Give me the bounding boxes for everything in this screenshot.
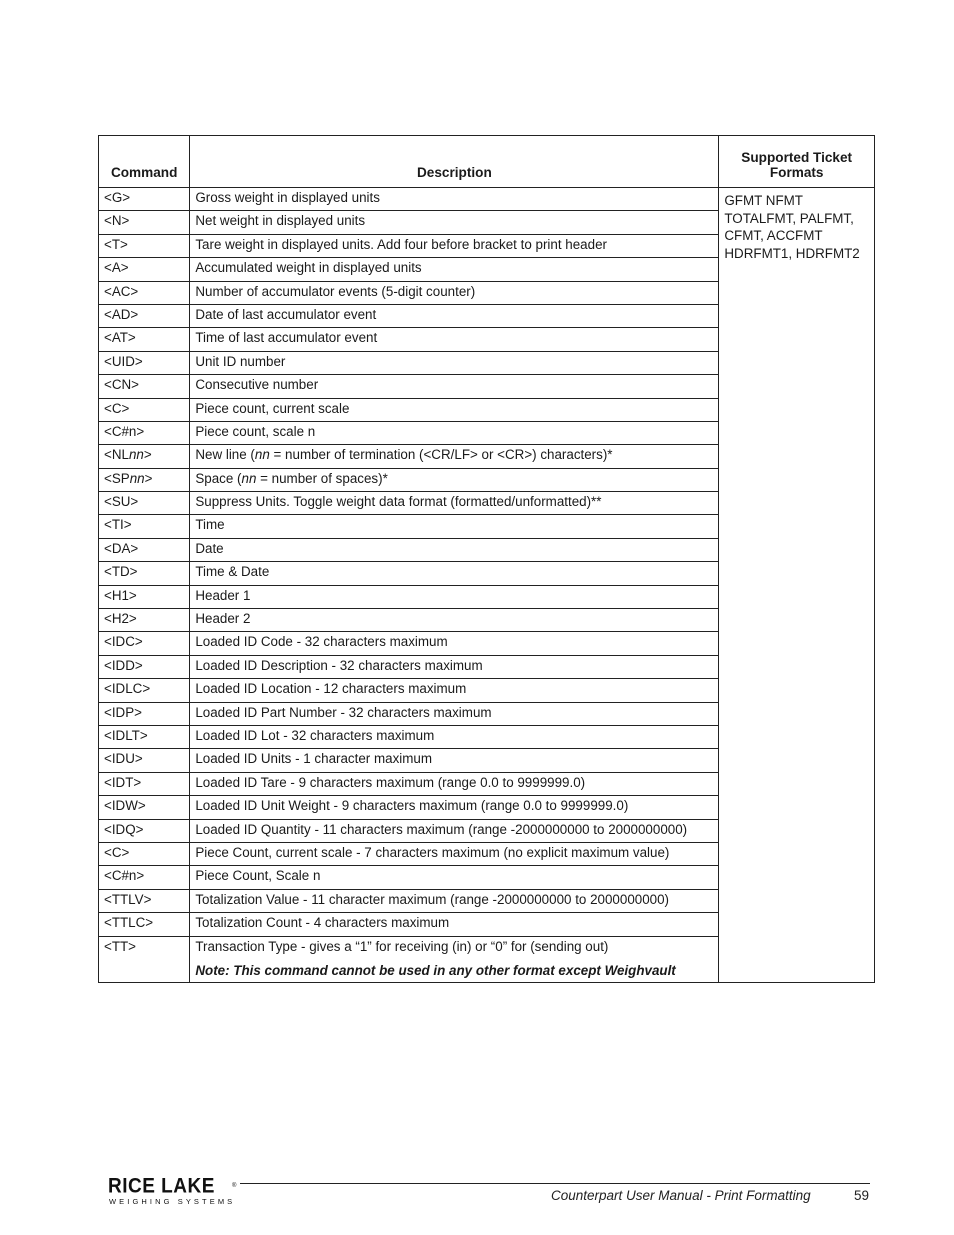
command-text: <AD> [104, 306, 139, 322]
description-text: Header 1 [195, 587, 251, 603]
command-italic: nn [129, 470, 145, 486]
command-cell [99, 772, 190, 795]
description-text: Piece Count, current scale - 7 characters maximum (no explicit maximum value) [195, 844, 670, 860]
description-text: Time of last accumulator event [195, 330, 378, 346]
command-italic: nn [128, 447, 144, 463]
command-text: <TD> [104, 564, 138, 580]
command-cell [99, 866, 190, 889]
command-text: <C#n> [104, 868, 145, 884]
footer-title: Counterpart User Manual - Print Formatting [551, 1188, 811, 1203]
description-text: Piece count, current scale [195, 400, 350, 416]
description-cell [190, 866, 719, 889]
command-cell [99, 281, 190, 304]
description-text: Piece Count, Scale n [195, 868, 321, 884]
description-text: Unit ID number [195, 353, 286, 369]
description-text: Loaded ID Location - 12 characters maximum [195, 681, 467, 697]
command-text: <A> [104, 260, 129, 276]
description-text: Transaction Type - gives a “1” for receiving (in) or “0” for (sending out) [195, 938, 609, 954]
description-cell [190, 562, 719, 585]
command-text: <AC> [104, 283, 139, 299]
description-cell [190, 655, 719, 678]
command-text: <IDLT> [104, 727, 148, 743]
description-cell [190, 632, 719, 655]
command-cell [99, 328, 190, 351]
command-text: <G> [104, 190, 131, 205]
description-text: Date of last accumulator event [195, 306, 377, 322]
description-text: Net weight in displayed units [195, 213, 366, 229]
command-text: <C> [104, 400, 130, 416]
command-cell [99, 375, 190, 398]
command-text: <SP [104, 470, 130, 486]
description-cell [190, 468, 719, 491]
command-text: <IDU> [104, 751, 143, 767]
command-text: <IDD> [104, 657, 143, 673]
table-row [99, 188, 875, 211]
description-cell [190, 398, 719, 421]
description-text: Consecutive number [195, 377, 319, 393]
description-cell [190, 842, 719, 865]
command-text: > [143, 447, 152, 463]
command-cell [99, 538, 190, 561]
description-cell [190, 515, 719, 538]
description-cell [190, 819, 719, 842]
table-header-row [99, 136, 875, 188]
command-text: <TI> [104, 517, 132, 533]
description-cell [190, 796, 719, 819]
command-cell [99, 398, 190, 421]
description-cell [190, 234, 719, 257]
command-cell [99, 889, 190, 912]
command-cell [99, 421, 190, 444]
command-text: > [144, 470, 153, 486]
description-cell [190, 772, 719, 795]
command-cell [99, 842, 190, 865]
format-line: HDRFMT1, HDRFMT2 [724, 245, 860, 261]
description-text: Totalization Value - 11 character maximum (range -2000000000 to 2000000000) [195, 891, 670, 907]
command-cell [99, 749, 190, 772]
description-cell [190, 725, 719, 748]
command-text: <IDC> [104, 634, 143, 650]
description-cell [190, 913, 719, 936]
format-line: TOTALFMT, PALFMT, [724, 210, 854, 226]
command-cell [99, 211, 190, 234]
command-text: <IDP> [104, 704, 142, 720]
description-text: = number of termination (<CR/LF> or <CR>) characters)* [269, 447, 613, 463]
command-text: <CN> [104, 377, 139, 393]
description-cell [190, 445, 719, 468]
command-cell [99, 702, 190, 725]
description-text: Tare weight in displayed units. Add four before bracket to print header [195, 236, 607, 252]
header-description: Description [190, 136, 719, 188]
description-cell [190, 889, 719, 912]
description-cell [190, 351, 719, 374]
command-cell [99, 234, 190, 257]
description-text: Space ( [195, 470, 242, 486]
command-cell [99, 188, 190, 211]
logo-tagline: WEIGHING SYSTEMS [109, 1197, 236, 1206]
description-text: Gross weight in displayed units [195, 190, 380, 205]
command-text: <C#n> [104, 423, 145, 439]
command-text: <N> [104, 213, 130, 229]
description-note: Note: This command cannot be used in any other format except Weighvault [195, 962, 676, 978]
description-cell [190, 258, 719, 281]
description-cell [190, 188, 719, 211]
description-text: Loaded ID Part Number - 32 characters maximum [195, 704, 492, 720]
command-text: <IDQ> [104, 821, 144, 837]
command-cell [99, 819, 190, 842]
command-text: <TTLC> [104, 915, 154, 931]
header-formats-line2: Formats [769, 165, 824, 180]
rice-lake-logo [108, 1175, 238, 1209]
description-cell [190, 281, 719, 304]
command-cell [99, 468, 190, 491]
command-cell [99, 655, 190, 678]
description-text: Piece count, scale n [195, 423, 316, 439]
description-cell [190, 702, 719, 725]
command-text: <IDLC> [104, 681, 151, 697]
description-cell [190, 375, 719, 398]
command-cell [99, 515, 190, 538]
description-text: Loaded ID Lot - 32 characters maximum [195, 727, 435, 743]
description-cell [190, 609, 719, 632]
description-text: Time & Date [195, 564, 270, 580]
command-cell [99, 351, 190, 374]
command-cell [99, 913, 190, 936]
header-command: Command [99, 136, 190, 188]
command-text: <TT> [104, 938, 136, 954]
description-cell [190, 304, 719, 327]
command-cell [99, 679, 190, 702]
description-text: Header 2 [195, 611, 251, 627]
description-text: Loaded ID Quantity - 11 characters maximum (range -2000000000 to 2000000000) [195, 821, 688, 837]
command-text: <IDT> [104, 774, 142, 790]
command-text: <DA> [104, 540, 139, 556]
footer-divider [240, 1183, 870, 1184]
command-text: <TTLV> [104, 891, 152, 907]
description-text: Loaded ID Tare - 9 characters maximum (range 0.0 to 9999999.0) [195, 774, 586, 790]
description-text: Accumulated weight in displayed units [195, 260, 422, 276]
description-text: Date [195, 540, 224, 556]
header-formats-line1: Supported Ticket [741, 150, 853, 165]
command-cell [99, 445, 190, 468]
command-cell [99, 562, 190, 585]
description-cell [190, 936, 719, 982]
header-formats [719, 136, 875, 188]
supported-formats-cell [719, 188, 875, 983]
description-cell [190, 328, 719, 351]
command-text: <IDW> [104, 798, 146, 814]
description-text: Number of accumulator events (5-digit counter) [195, 283, 476, 299]
command-cell [99, 585, 190, 608]
command-cell [99, 304, 190, 327]
command-text: <UID> [104, 353, 143, 369]
description-cell [190, 749, 719, 772]
command-text: <H2> [104, 611, 137, 627]
command-cell [99, 632, 190, 655]
page-number: 59 [854, 1188, 870, 1203]
description-text: Totalization Count - 4 characters maximum [195, 915, 450, 931]
description-text: Time [195, 517, 225, 533]
command-cell [99, 258, 190, 281]
table-body [99, 188, 875, 983]
command-text: <NL [104, 447, 129, 463]
logo-wordmark: RICE LAKE [108, 1175, 215, 1199]
description-text: Suppress Units. Toggle weight data format (formatted/unformatted)** [195, 494, 602, 510]
description-text: Loaded ID Unit Weight - 9 characters maximum (range 0.0 to 9999999.0) [195, 798, 629, 814]
description-text: Loaded ID Code - 32 characters maximum [195, 634, 448, 650]
command-text: <C> [104, 844, 130, 860]
description-text: Loaded ID Description - 32 characters maximum [195, 657, 483, 673]
description-text: New line ( [195, 447, 255, 463]
command-cell [99, 725, 190, 748]
description-cell [190, 585, 719, 608]
command-cell [99, 609, 190, 632]
logo-registered-mark: ® [232, 1183, 237, 1189]
command-text: <T> [104, 236, 128, 252]
command-text: <H1> [104, 587, 137, 603]
description-text: Loaded ID Units - 1 character maximum [195, 751, 433, 767]
command-text: <AT> [104, 330, 136, 346]
command-cell [99, 492, 190, 515]
description-cell [190, 679, 719, 702]
description-italic: nn [254, 447, 270, 463]
command-cell [99, 936, 190, 982]
command-table [98, 135, 875, 983]
format-line: CFMT, ACCFMT [724, 228, 823, 244]
description-cell [190, 492, 719, 515]
command-cell [99, 796, 190, 819]
format-line: GFMT NFMT [724, 193, 803, 208]
description-cell [190, 421, 719, 444]
description-cell [190, 211, 719, 234]
description-text: = number of spaces)* [256, 470, 388, 486]
command-text: <SU> [104, 494, 139, 510]
description-italic: nn [241, 470, 257, 486]
description-cell [190, 538, 719, 561]
